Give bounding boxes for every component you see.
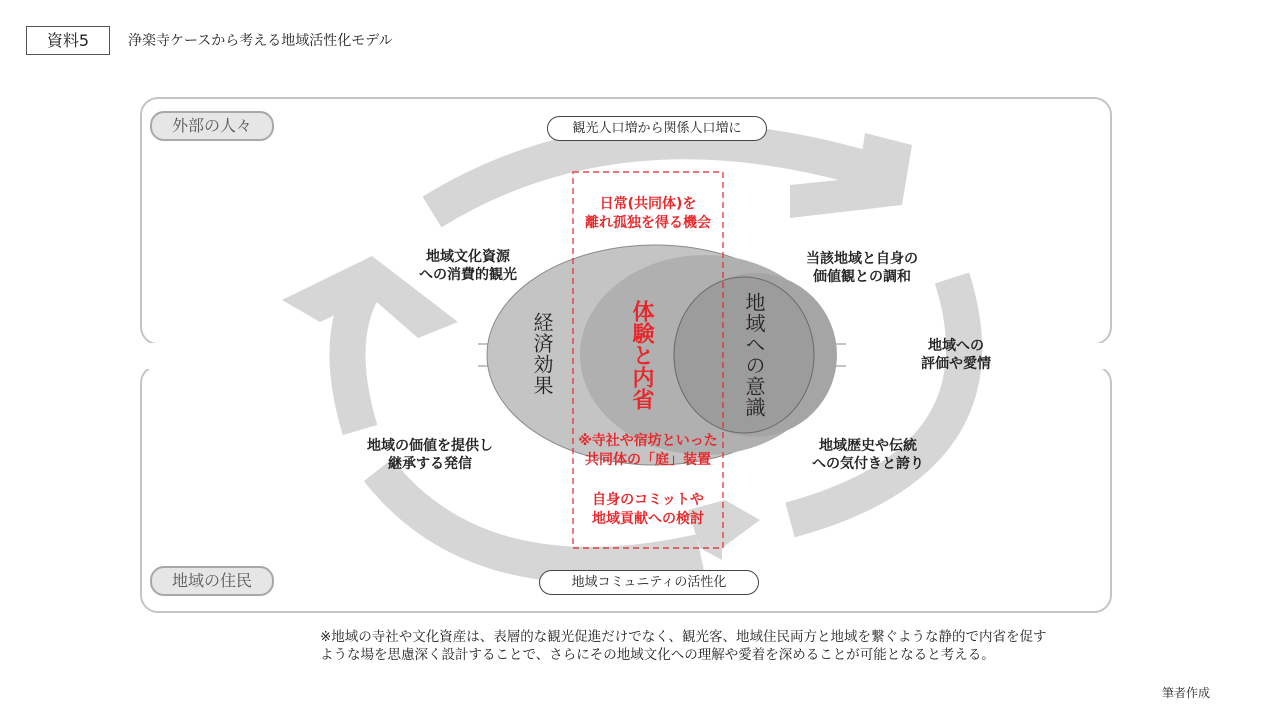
red-text-commitment: 自身のコミットや 地域貢献への検討: [592, 492, 704, 527]
label-value-transmission: 地域の価値を提供し 継承する発信: [367, 438, 493, 472]
credit-note: 筆者作成: [1162, 686, 1211, 700]
divider-mask-left: [138, 343, 478, 369]
red-text-solitude-opportunity: 日常(共同体)を 離れ孤独を得る機会: [585, 196, 711, 231]
label-consumptive-tourism: 地域文化資源 への消費的観光: [419, 249, 517, 283]
page-title: 浄楽寺ケースから考える地域活性化モデル: [128, 33, 393, 49]
label-regional-awareness: 地域への意識: [742, 292, 766, 418]
label-economic-effect: 経済効果: [530, 312, 554, 396]
label-heritage-pride: 地域歴史や伝統 への気付きと誇り: [812, 438, 924, 472]
banner-community-revitalization: 地域コミュニティの活性化: [539, 570, 759, 595]
document-label: 資料5: [26, 26, 110, 55]
label-experience-reflection: 体験と内省: [629, 300, 654, 410]
footnote: ※地域の寺社や文化資産は、表層的な観光促進だけでなく、観光客、地域住民両方と地域を繋ぐような静的で内省を促す ような場を思慮深く設計することで、さらにその地域文化への理解や愛着を深めることが可能となると考える。: [320, 629, 1047, 663]
label-value-harmony: 当該地域と自身の 価値観との調和: [806, 251, 918, 285]
banner-tourism-to-relation: 観光人口増から関係人口増に: [547, 116, 767, 141]
label-regional-evaluation: 地域への 評価や愛情: [921, 338, 991, 372]
region-label-outer-people: 外部の人々: [150, 111, 274, 141]
red-text-garden-device: ※寺社や宿坊といった 共同体の「庭」装置: [578, 433, 718, 468]
region-label-local-residents: 地域の住民: [150, 566, 274, 596]
